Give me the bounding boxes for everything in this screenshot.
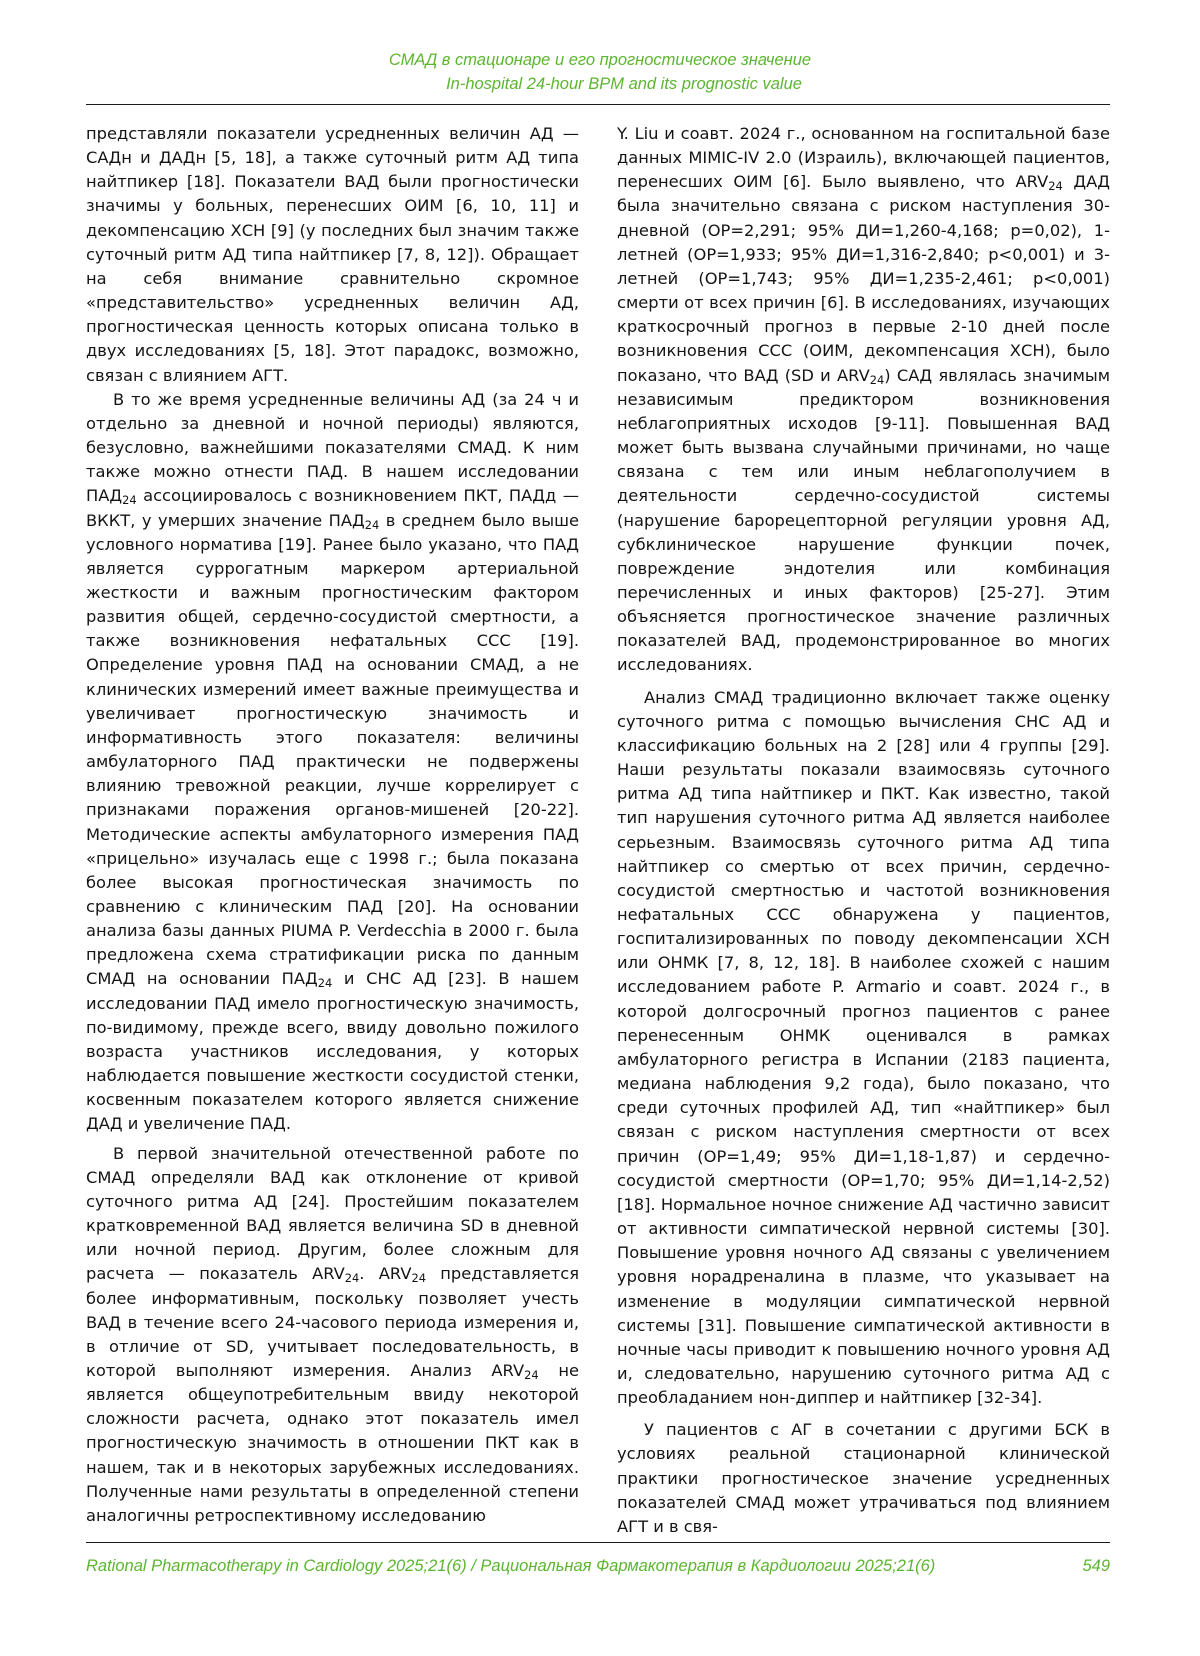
subscript: 24 xyxy=(122,493,137,508)
footer-journal: Rational Pharmacotherapy in Cardiology 2025;21(6) / Рациональная Фармакотерапия в Кардиологии 2025;21(6) xyxy=(86,1557,936,1575)
footer-rule xyxy=(86,1542,1110,1543)
running-header xyxy=(0,48,1200,96)
left-column xyxy=(86,122,579,1528)
header-title-ru: СМАД в стационаре и его прогностическое значение xyxy=(388,51,812,69)
right-column xyxy=(617,122,1110,1539)
paragraph: У пациентов с АГ в сочетании с другими БСК в условиях реальной стационарной клинической практики прогностическое значение усредненных показателей СМАД может утрачиваться под влиянием АГТ и в свя- xyxy=(617,1420,1110,1536)
paragraph: представляли показатели усредненных величин АД — САДн и ДАДн [5, 18], а также суточный ритм АД типа найтпикер [18]. Показатели ВАД были прогностически значимы у больных, перенесших ОИМ [6, 10, 11] и декомпенсацию ХСН [9] (у последних был значим также суточный ритм АД типа найтпикер [7, 8, 12]). Обращает на себя внимание сравнительно скромное «представительство» усредненных величин АД, прогностическая ценность которых описана только в двух исследованиях [5, 18]. Этот парадокс, возможно, связан с влиянием АГТ. xyxy=(86,124,579,385)
paragraph: В первой значительной отечественной работе по СМАД определяли ВАД как отклонение от кривой суточного ритма АД [24]. Простейшим показателем кратковременной ВАД является величина SD в дневной или ночной период. Другим, более сложным для расчета — показатель $ARV_{24}$. $ARV_{24}$ представляется более информативным, поскольку позволяет учесть ВАД в течение всего 24-часового периода измерения и, в отличие от SD, учитывает последовательность, в которой выполняют измерения. Анализ $ARV_{24}$ не является общеупотребительным ввиду некоторой сложности расчета, однако этот показатель имел прогностическую значимость в отношении ПКТ как в нашем, так и в некоторых зарубежных исследованиях. Полученные нами результаты в определенной степени аналогичны ретроспективному исследованию xyxy=(86,1143,579,1525)
paragraph: В то же время усредненные величины АД (за 24 ч и отдельно за дневной и ночной периоды) являются, безусловно, важнейшими показателями СМАД. К ним также можно отнести ПАД. В нашем исследовании $ПАД_{24}$ ассоциировалось с возникновением ПКТ, ПАДд — ВККТ, у умерших значение $ПАД_{24}$ в среднем было выше условного норматива [19]. Ранее было указано, что ПАД является суррогатным маркером артериальной жесткости и важным прогностическим фактором развития общей, сердечно-сосудистой смертности, а также возникновения нефатальных ССС [19]. Определение уровня ПАД на основании СМАД, а не клинических измерений имеет важные преимущества и увеличивает прогностическую значимость и информативность этого показателя: величины амбулаторного ПАД практически не подвержены влиянию тревожной реакции, лучше коррелирует с признаками поражения органов-мишеней [20-22]. Методические аспекты амбулаторного измерения ПАД «прицельно» изучалась еще с 1998 г.; была показана более высокая прогностическая значимость по сравнению с клиническим ПАД [20]. На основании анализа базы данных PIUMA P. Verdecchia в 2000 г. была предложена схема стратификации риска по данным СМАД на основании $ПАД_{24}$ и СНС АД [23]. В нашем исследовании ПАД имело прогностическую значимость, по-видимому, прежде всего, ввиду довольно пожилого возраста участников исследования, у которых наблюдается повышение жесткости сосудистой стенки, косвенным показателем которого является снижение ДАД и увеличение ПАД. xyxy=(86,389,580,1134)
subscript: 24 xyxy=(317,976,333,991)
subscript: 24 xyxy=(364,517,380,532)
subscript: 24 xyxy=(411,1271,426,1286)
subscript: 24 xyxy=(524,1367,539,1382)
header-rule xyxy=(86,104,1110,105)
header-title-en: In-hospital 24-hour BPM and its prognostic value xyxy=(446,75,802,93)
subscript: 24 xyxy=(344,1271,360,1286)
subscript: 24 xyxy=(1048,179,1063,194)
paragraph: Анализ СМАД традиционно включает также оценку суточного ритма с помощью вычисления СНС АД и классификацию больных на 2 [28] или 4 группы [29]. Наши результаты показали взаимосвязь суточного ритма АД типа найтпикер и ПКТ. Как известно, такой тип нарушения суточного ритма АД является наиболее серьезным. Взаимосвязь суточного ритма АД типа найтпикер со смертью от всех причин, сердечно-сосудистой смертностью и частотой возникновения нефатальных ССС обнаружена у пациентов, госпитализированных по поводу декомпенсации ХСН или ОНМК [7, 8, 12, 18]. В наиболее схожей с нашим исследованием работе P. Armario и соавт. 2024 г., в которой долгосрочный прогноз пациентов с ранее перенесенным ОНМК оценивался в рамках амбулаторного регистра в Испании (2183 пациента, медиана наблюдения 9,2 года), было показано, что среди суточных профилей АД, тип «найтпикер» был связан с риском наступления смертности от всех причин (ОР=1,49; 95% ДИ=1,18-1,87) и сердечно-сосудистой смертности (ОР=1,70; 95% ДИ=1,14-2,52) [18]. Нормальное ночное снижение АД частично зависит от активности симпатической нервной системы [30]. Повышение уровня ночного АД связаны с увеличением уровня норадреналина в плазме, что указывает на изменение в модуляции симпатической нервной системы [31]. Повышение симпатической активности в ночные часы приводит к повышению ночного уровня АД и, следовательно, нарушению суточного ритма АД с преобладанием нон-диппер и найтпикер [32-34]. xyxy=(617,687,1110,1408)
subscript: 24 xyxy=(869,372,885,387)
paragraph: Y. Liu и соавт. 2024 г., основанном на госпитальной базе данных MIMIC-IV 2.0 (Израиль), включающей пациентов, перенесших ОИМ [6]. Было выявлено, что $ARV_{24}$ ДАД была значительно связана с риском наступления 30-дневной (ОР=2,291; 95% ДИ=1,260-4,168; p=0,02), 1-летней (ОР=1,933; 95% ДИ=1,316-2,840; p<0,001) и 3-летней (ОР=1,743; 95% ДИ=1,235-2,461; p<0,001) смерти от всех причин [6]. В исследованиях, изучающих краткосрочный прогноз в первые 2-10 дней после возникновения ССС (ОИМ, декомпенсация ХСН), было показано, что ВАД (SD и $ARV_{24}$) САД являлась значимым независимым предиктором возникновения неблагоприятных исходов [9-11]. Повышенная ВАД может быть вызвана случайными причинами, но чаще связана с тем или иным неблагополучием в деятельности сердечно-сосудистой системы (нарушение барорецепторной регуляции уровня АД, субклиническое нарушение функции почек, повреждение эндотелия или комбинация перечисленных и иных факторов) [25-27]. Этим объясняется прогностическое значение различных показателей ВАД, продемонстрированное во многих исследованиях. xyxy=(617,124,1110,675)
page-number: 549 xyxy=(1082,1557,1110,1575)
